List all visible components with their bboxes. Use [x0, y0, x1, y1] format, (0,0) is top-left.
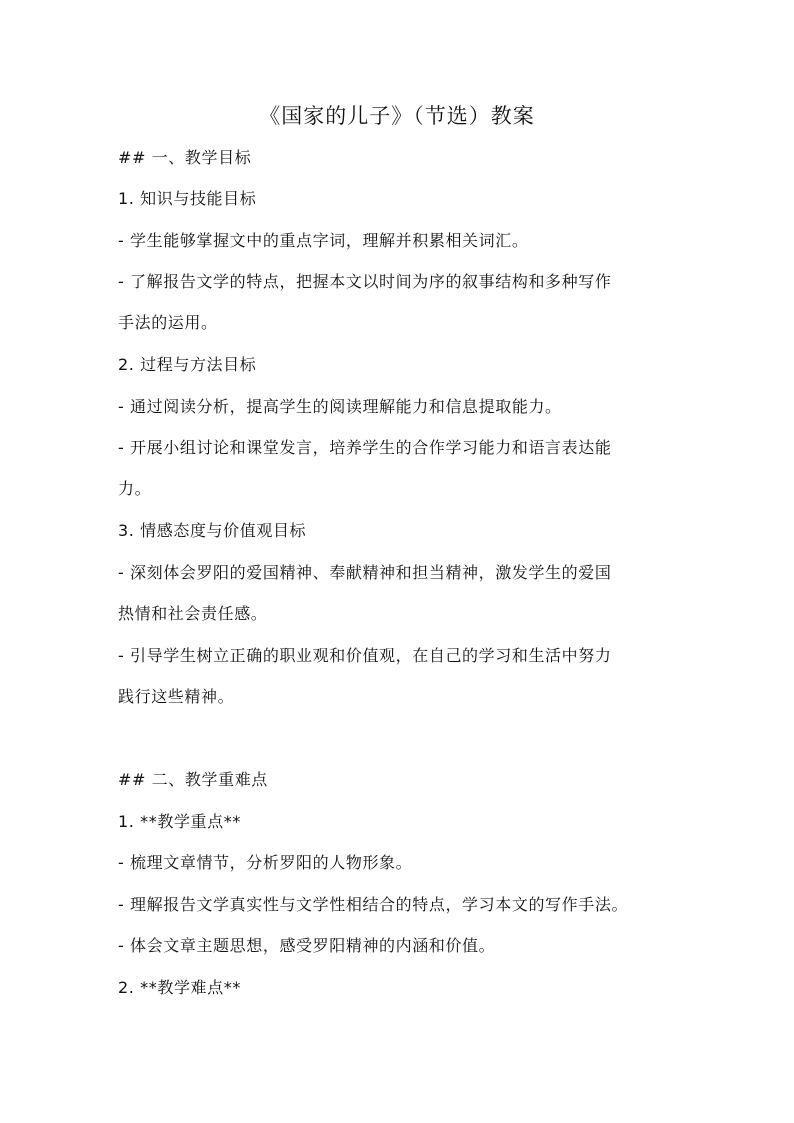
list-item-continuation: 践行这些精神。: [118, 687, 235, 706]
subheading-teaching-focus: 1. **教学重点**: [118, 812, 241, 831]
list-item: - 引导学生树立正确的职业观和价值观，在自己的学习和生活中努力: [118, 646, 612, 665]
list-item-continuation: 手法的运用。: [118, 313, 218, 332]
list-item: - 学生能够掌握文中的重点字词，理解并积累相关词汇。: [118, 231, 529, 250]
list-item: - 开展小组讨论和课堂发言，培养学生的合作学习能力和语言表达能: [118, 438, 612, 457]
list-item-continuation: 力。: [118, 479, 152, 498]
list-item: - 通过阅读分析，提高学生的阅读理解能力和信息提取能力。: [118, 397, 562, 416]
list-item: - 理解报告文学真实性与文学性相结合的特点，学习本文的写作手法。: [118, 895, 629, 914]
section-heading-key-points: ## 二、教学重难点: [118, 770, 268, 789]
subheading-process-methods: 2. 过程与方法目标: [118, 355, 257, 374]
document-title: 《国家的儿子》（节选）教案: [259, 104, 535, 128]
list-item: - 深刻体会罗阳的爱国精神、奉献精神和担当精神，激发学生的爱国: [118, 563, 612, 582]
subheading-emotion-values: 3. 情感态度与价值观目标: [118, 521, 307, 540]
list-item: - 梳理文章情节，分析罗阳的人物形象。: [118, 853, 413, 872]
subheading-knowledge-skills: 1. 知识与技能目标: [118, 189, 257, 208]
list-item: - 了解报告文学的特点，把握本文以时间为序的叙事结构和多种写作: [118, 272, 612, 291]
subheading-teaching-difficulty: 2. **教学难点**: [118, 978, 241, 997]
section-heading-teaching-goals: ## 一、教学目标: [118, 148, 252, 167]
list-item-continuation: 热情和社会责任感。: [118, 604, 268, 623]
list-item: - 体会文章主题思想，感受罗阳精神的内涵和价值。: [118, 936, 496, 955]
